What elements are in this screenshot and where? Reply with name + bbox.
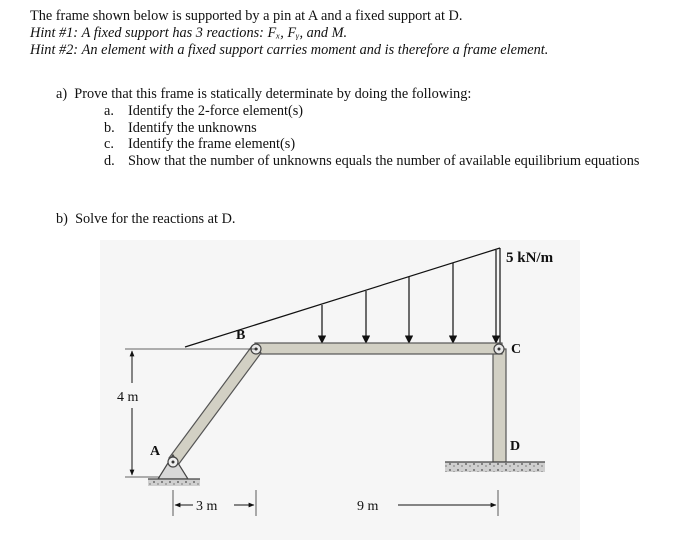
subitem-letter: d. bbox=[104, 152, 115, 169]
part-b-marker: b) bbox=[56, 211, 68, 227]
dim-left-label: 3 m bbox=[196, 499, 218, 514]
pin-a-center bbox=[172, 461, 175, 464]
label-b: B bbox=[236, 328, 246, 343]
hint-2-text: An element with a fixed support carries moment and is therefore a frame element. bbox=[81, 42, 549, 58]
subitem-letter: c. bbox=[104, 136, 114, 152]
ground-d bbox=[445, 462, 545, 472]
figure-background bbox=[100, 240, 580, 540]
load-label: 5 kN/m bbox=[506, 250, 554, 266]
hint-1-text: A fixed support has 3 reactions: Fₓ, Fᵧ, and M. bbox=[81, 25, 348, 41]
part-a-marker: a) bbox=[56, 86, 68, 102]
dim-span-label: 9 m bbox=[357, 499, 379, 514]
dim-height-label: 4 m bbox=[117, 390, 139, 405]
subitem-text: Identify the 2-force element(s) bbox=[128, 103, 304, 119]
label-d: D bbox=[510, 439, 521, 454]
subitem-text: Show that the number of unknowns equals the number of available equilibrium equations bbox=[128, 152, 640, 169]
part-a-prompt: Prove that this frame is statically determinate by doing the following: bbox=[74, 86, 472, 102]
pin-c-center bbox=[498, 348, 501, 351]
column-cd bbox=[493, 349, 506, 462]
ground-a bbox=[148, 479, 200, 486]
part-b-prompt: Solve for the reactions at D. bbox=[75, 211, 236, 227]
subitem-letter: a. bbox=[104, 103, 114, 119]
hint-1-label: Hint #1: bbox=[30, 25, 79, 41]
subitem-text: Identify the frame element(s) bbox=[128, 136, 296, 152]
subitem-letter: b. bbox=[104, 119, 115, 136]
label-c: C bbox=[511, 342, 522, 357]
intro-line: The frame shown below is supported by a pin at A and a fixed support at D. bbox=[30, 8, 463, 24]
beam-bc bbox=[255, 343, 502, 354]
subitem-text: Identify the unknowns bbox=[128, 119, 257, 136]
label-a: A bbox=[150, 444, 161, 459]
hint-2-label: Hint #2: bbox=[30, 42, 79, 58]
